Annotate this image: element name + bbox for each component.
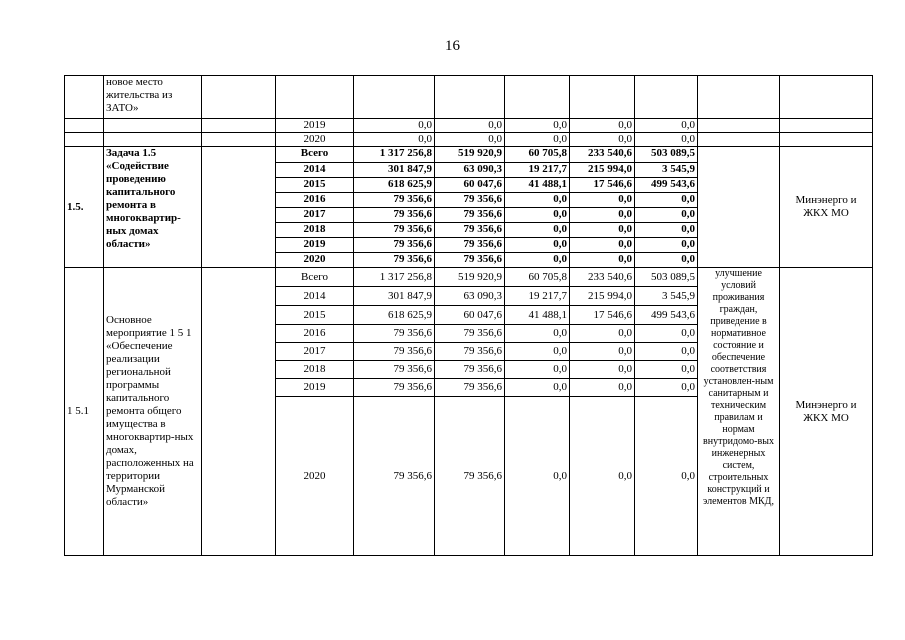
empty-cell bbox=[698, 133, 780, 147]
value-cell: 0,0 bbox=[505, 397, 570, 556]
year-cell: 2018 bbox=[276, 223, 354, 238]
value-cell: 0,0 bbox=[570, 238, 635, 253]
value-cell: 618 625,9 bbox=[354, 306, 435, 325]
value-cell: 79 356,6 bbox=[354, 193, 435, 208]
value-cell: 79 356,6 bbox=[354, 379, 435, 397]
value-cell: 60 705,8 bbox=[505, 268, 570, 287]
empty-cell bbox=[698, 76, 780, 119]
task-number-cell: 1.5. bbox=[65, 147, 104, 268]
value-cell: 79 356,6 bbox=[435, 238, 505, 253]
responsible-cell: Минэнерго и ЖКХ МО bbox=[780, 147, 873, 268]
value-cell: 0,0 bbox=[570, 397, 635, 556]
value-cell: 0,0 bbox=[505, 325, 570, 343]
value-cell: 233 540,6 bbox=[570, 268, 635, 287]
value-cell: 63 090,3 bbox=[435, 163, 505, 178]
year-cell: 2017 bbox=[276, 343, 354, 361]
value-cell: 503 089,5 bbox=[635, 268, 698, 287]
empty-cell bbox=[354, 76, 435, 119]
year-cell: 2018 bbox=[276, 361, 354, 379]
empty-cell bbox=[780, 76, 873, 119]
value-cell: 19 217,7 bbox=[505, 163, 570, 178]
value-cell: 0,0 bbox=[505, 193, 570, 208]
value-cell: 0,0 bbox=[570, 193, 635, 208]
value-cell: 19 217,7 bbox=[505, 287, 570, 306]
value-cell: 499 543,6 bbox=[635, 178, 698, 193]
empty-cell bbox=[780, 119, 873, 133]
value-cell: 0,0 bbox=[635, 119, 698, 133]
value-cell: 233 540,6 bbox=[570, 147, 635, 163]
empty-cell bbox=[202, 147, 276, 268]
value-cell: 0,0 bbox=[570, 119, 635, 133]
value-cell: 519 920,9 bbox=[435, 147, 505, 163]
value-cell: 0,0 bbox=[635, 343, 698, 361]
value-cell: 0,0 bbox=[635, 223, 698, 238]
value-cell: 79 356,6 bbox=[354, 343, 435, 361]
empty-cell bbox=[202, 76, 276, 119]
value-cell: 1 317 256,8 bbox=[354, 147, 435, 163]
empty-cell bbox=[202, 133, 276, 147]
value-cell: 0,0 bbox=[570, 208, 635, 223]
table-body bbox=[65, 76, 873, 556]
table-row bbox=[65, 119, 873, 133]
empty-cell bbox=[65, 133, 104, 147]
value-cell: 0,0 bbox=[635, 253, 698, 268]
year-cell: 2020 bbox=[276, 253, 354, 268]
value-cell: 0,0 bbox=[435, 133, 505, 147]
year-cell: 2014 bbox=[276, 163, 354, 178]
empty-cell bbox=[104, 133, 202, 147]
main-number-cell: 1 5.1 bbox=[65, 268, 104, 556]
value-cell: 301 847,9 bbox=[354, 287, 435, 306]
table-row bbox=[65, 268, 873, 287]
value-cell: 301 847,9 bbox=[354, 163, 435, 178]
value-cell: 79 356,6 bbox=[354, 223, 435, 238]
table-row bbox=[65, 133, 873, 147]
value-cell: 60 047,6 bbox=[435, 178, 505, 193]
value-cell: 0,0 bbox=[354, 133, 435, 147]
value-cell: 503 089,5 bbox=[635, 147, 698, 163]
value-cell: 0,0 bbox=[505, 223, 570, 238]
row-number-cell bbox=[65, 76, 104, 119]
year-cell: Всего bbox=[276, 268, 354, 287]
value-cell: 41 488,1 bbox=[505, 306, 570, 325]
value-cell: 0,0 bbox=[635, 208, 698, 223]
empty-cell bbox=[698, 119, 780, 133]
empty-cell bbox=[780, 133, 873, 147]
empty-cell bbox=[202, 119, 276, 133]
value-cell: 618 625,9 bbox=[354, 178, 435, 193]
empty-cell bbox=[698, 147, 780, 268]
value-cell: 17 546,6 bbox=[570, 306, 635, 325]
value-cell: 79 356,6 bbox=[354, 238, 435, 253]
value-cell: 0,0 bbox=[570, 133, 635, 147]
value-cell: 0,0 bbox=[570, 223, 635, 238]
value-cell: 215 994,0 bbox=[570, 163, 635, 178]
value-cell: 0,0 bbox=[635, 397, 698, 556]
year-cell: Всего bbox=[276, 147, 354, 163]
value-cell: 60 705,8 bbox=[505, 147, 570, 163]
result-cell: улучшение условий проживания граждан, приведение в нормативное состояние и обеспечение соответствия установлен-ным санитарным и техническим правилам и нормам внутридомо-вых инженерных систем, строительных конструкций и элементов МКД, bbox=[698, 268, 780, 556]
empty-cell bbox=[435, 76, 505, 119]
value-cell: 0,0 bbox=[505, 343, 570, 361]
year-cell: 2019 bbox=[276, 238, 354, 253]
value-cell: 17 546,6 bbox=[570, 178, 635, 193]
value-cell: 0,0 bbox=[505, 253, 570, 268]
value-cell: 0,0 bbox=[505, 133, 570, 147]
page-number: 16 bbox=[445, 38, 460, 54]
year-cell: 2015 bbox=[276, 306, 354, 325]
value-cell: 0,0 bbox=[635, 193, 698, 208]
value-cell: 79 356,6 bbox=[354, 325, 435, 343]
table-row bbox=[65, 147, 873, 163]
value-cell: 79 356,6 bbox=[354, 361, 435, 379]
value-cell: 79 356,6 bbox=[435, 325, 505, 343]
value-cell: 0,0 bbox=[635, 361, 698, 379]
cont-text-cell: новое место жительства из ЗАТО» bbox=[104, 76, 202, 119]
value-cell: 63 090,3 bbox=[435, 287, 505, 306]
value-cell: 0,0 bbox=[635, 133, 698, 147]
year-cell: 2016 bbox=[276, 193, 354, 208]
empty-cell bbox=[65, 119, 104, 133]
empty-cell bbox=[570, 76, 635, 119]
value-cell: 41 488,1 bbox=[505, 178, 570, 193]
value-cell: 215 994,0 bbox=[570, 287, 635, 306]
value-cell: 0,0 bbox=[505, 238, 570, 253]
year-cell: 2019 bbox=[276, 119, 354, 133]
value-cell: 79 356,6 bbox=[354, 397, 435, 556]
empty-cell bbox=[202, 268, 276, 556]
value-cell: 79 356,6 bbox=[435, 223, 505, 238]
value-cell: 0,0 bbox=[354, 119, 435, 133]
value-cell: 79 356,6 bbox=[435, 193, 505, 208]
value-cell: 0,0 bbox=[635, 238, 698, 253]
empty-cell bbox=[635, 76, 698, 119]
value-cell: 79 356,6 bbox=[435, 253, 505, 268]
value-cell: 0,0 bbox=[570, 253, 635, 268]
value-cell: 0,0 bbox=[570, 325, 635, 343]
value-cell: 499 543,6 bbox=[635, 306, 698, 325]
value-cell: 79 356,6 bbox=[435, 397, 505, 556]
value-cell: 519 920,9 bbox=[435, 268, 505, 287]
value-cell: 3 545,9 bbox=[635, 163, 698, 178]
value-cell: 0,0 bbox=[505, 208, 570, 223]
value-cell: 3 545,9 bbox=[635, 287, 698, 306]
main-name-cell: Основное мероприятие 1 5 1 «Обеспечение реализации региональной программы капитального ремонта общего имущества в многоквартир-ных домах, расположенных на территории Мурманской области» bbox=[104, 268, 202, 556]
value-cell: 0,0 bbox=[435, 119, 505, 133]
table-row bbox=[65, 76, 873, 119]
value-cell: 79 356,6 bbox=[435, 208, 505, 223]
value-cell: 1 317 256,8 bbox=[354, 268, 435, 287]
year-cell: 2017 bbox=[276, 208, 354, 223]
value-cell: 79 356,6 bbox=[354, 253, 435, 268]
value-cell: 79 356,6 bbox=[354, 208, 435, 223]
value-cell: 0,0 bbox=[570, 343, 635, 361]
value-cell: 0,0 bbox=[505, 361, 570, 379]
year-cell: 2020 bbox=[276, 397, 354, 556]
value-cell: 0,0 bbox=[635, 379, 698, 397]
year-cell: 2016 bbox=[276, 325, 354, 343]
value-cell: 60 047,6 bbox=[435, 306, 505, 325]
year-cell: 2014 bbox=[276, 287, 354, 306]
empty-cell bbox=[276, 76, 354, 119]
year-cell: 2019 bbox=[276, 379, 354, 397]
value-cell: 79 356,6 bbox=[435, 379, 505, 397]
value-cell: 0,0 bbox=[505, 119, 570, 133]
value-cell: 0,0 bbox=[570, 361, 635, 379]
value-cell: 0,0 bbox=[570, 379, 635, 397]
responsible-cell: Минэнерго и ЖКХ МО bbox=[780, 268, 873, 556]
budget-table bbox=[64, 75, 873, 556]
value-cell: 79 356,6 bbox=[435, 343, 505, 361]
value-cell: 79 356,6 bbox=[435, 361, 505, 379]
value-cell: 0,0 bbox=[635, 325, 698, 343]
year-cell: 2015 bbox=[276, 178, 354, 193]
task-name-cell: Задача 1.5 «Содействие проведению капитального ремонта в многоквартир-ных домах области» bbox=[104, 147, 202, 268]
empty-cell bbox=[104, 119, 202, 133]
empty-cell bbox=[505, 76, 570, 119]
value-cell: 0,0 bbox=[505, 379, 570, 397]
year-cell: 2020 bbox=[276, 133, 354, 147]
